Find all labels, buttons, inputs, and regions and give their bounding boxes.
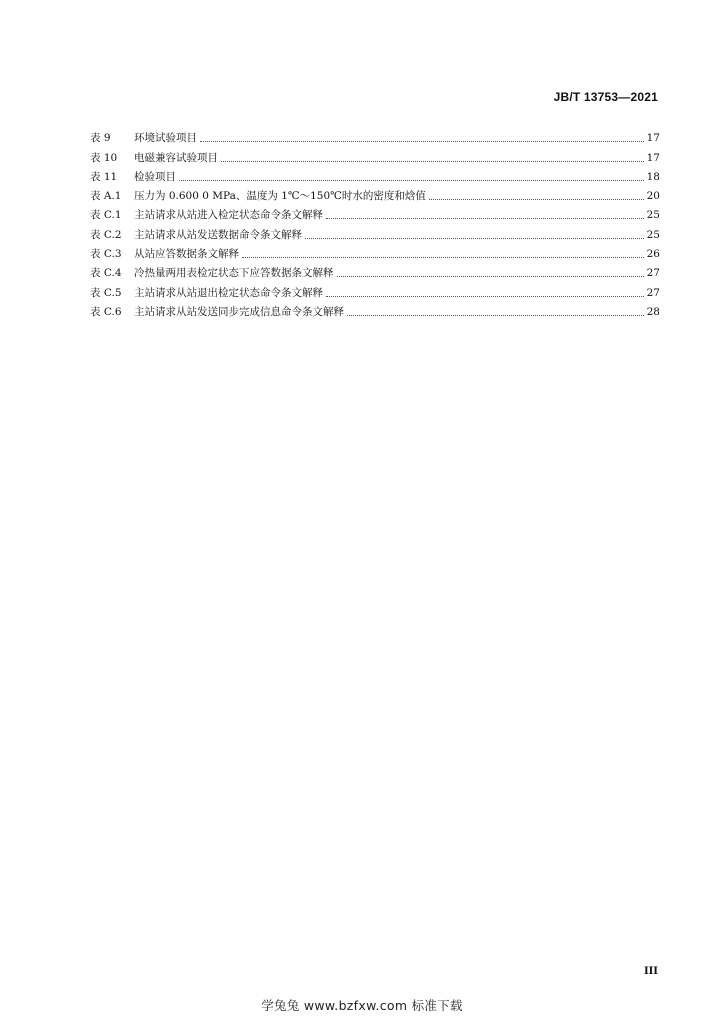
toc-entry[interactable]	[90, 184, 660, 203]
toc-leader-dots	[179, 180, 644, 181]
toc-entry-page: 27	[646, 286, 660, 299]
toc-entry-page: 20	[646, 190, 660, 203]
toc-entry-label: 表 C.2	[90, 228, 122, 241]
toc-entry-title: 主站请求从站发送数据命令条文解释	[134, 228, 302, 241]
watermark-text: 学兔兔 www.bzfxw.com 标准下载	[261, 998, 463, 1013]
toc-entry-page: 27	[646, 267, 660, 280]
toc-entry-label: 表 C.5	[90, 286, 122, 299]
toc-entry[interactable]	[90, 242, 660, 261]
toc-entry[interactable]	[90, 165, 660, 184]
toc-leader-dots	[326, 296, 644, 297]
toc-leader-dots	[305, 238, 644, 239]
toc-leader-dots	[200, 141, 644, 142]
toc-entry-page: 18	[646, 170, 660, 183]
toc-entry-title: 主站请求从站进入检定状态命令条文解释	[134, 209, 323, 222]
toc-entry-title: 检验项目	[134, 170, 176, 183]
toc-entry[interactable]	[90, 280, 660, 299]
toc-entry-label: 表 9	[90, 132, 111, 145]
toc-entry-page: 25	[646, 209, 660, 222]
toc-leader-dots	[337, 276, 644, 277]
toc-leader-dots	[429, 199, 644, 200]
toc-entry-page: 25	[646, 228, 660, 241]
toc-leader-dots	[326, 218, 644, 219]
toc-entry-title: 从站应答数据条文解释	[134, 248, 239, 261]
toc-entry[interactable]	[90, 145, 660, 164]
toc-entry-page: 17	[646, 151, 660, 164]
toc-entry[interactable]	[90, 203, 660, 222]
toc-entry-label: 表 C.6	[90, 305, 122, 318]
toc-entry-title: 主站请求从站退出检定状态命令条文解释	[134, 286, 323, 299]
toc-entry-page: 28	[646, 305, 660, 318]
toc-entry[interactable]	[90, 261, 660, 280]
toc-entry-label: 表 C.4	[90, 267, 122, 280]
toc-entry-title: 冷热量两用表检定状态下应答数据条文解释	[134, 267, 334, 280]
toc-entry-label: 表 C.3	[90, 248, 122, 261]
toc-entry[interactable]	[90, 300, 660, 319]
toc-leader-dots	[221, 161, 644, 162]
toc-entry[interactable]	[90, 126, 660, 145]
toc-leader-dots	[242, 257, 644, 258]
page-number: III	[643, 966, 658, 977]
toc-leader-dots	[347, 315, 644, 316]
toc-entry-label: 表 10	[90, 151, 118, 164]
table-of-contents	[90, 126, 660, 319]
toc-entry-page: 26	[646, 248, 660, 261]
toc-entry[interactable]	[90, 222, 660, 241]
document-code: JB/T 13753—2021	[553, 90, 658, 104]
toc-entry-title: 环境试验项目	[134, 132, 197, 145]
toc-entry-title: 电磁兼容试验项目	[134, 151, 218, 164]
toc-entry-label: 表 C.1	[90, 209, 122, 222]
toc-entry-title: 主站请求从站发送同步完成信息命令条文解释	[134, 305, 344, 318]
toc-entry-label: 表 11	[90, 170, 118, 183]
toc-entry-title: 压力为 0.600 0 MPa、温度为 1℃～150℃时水的密度和焓值	[134, 190, 426, 203]
toc-entry-page: 17	[646, 132, 660, 145]
toc-entry-label: 表 A.1	[90, 190, 122, 203]
